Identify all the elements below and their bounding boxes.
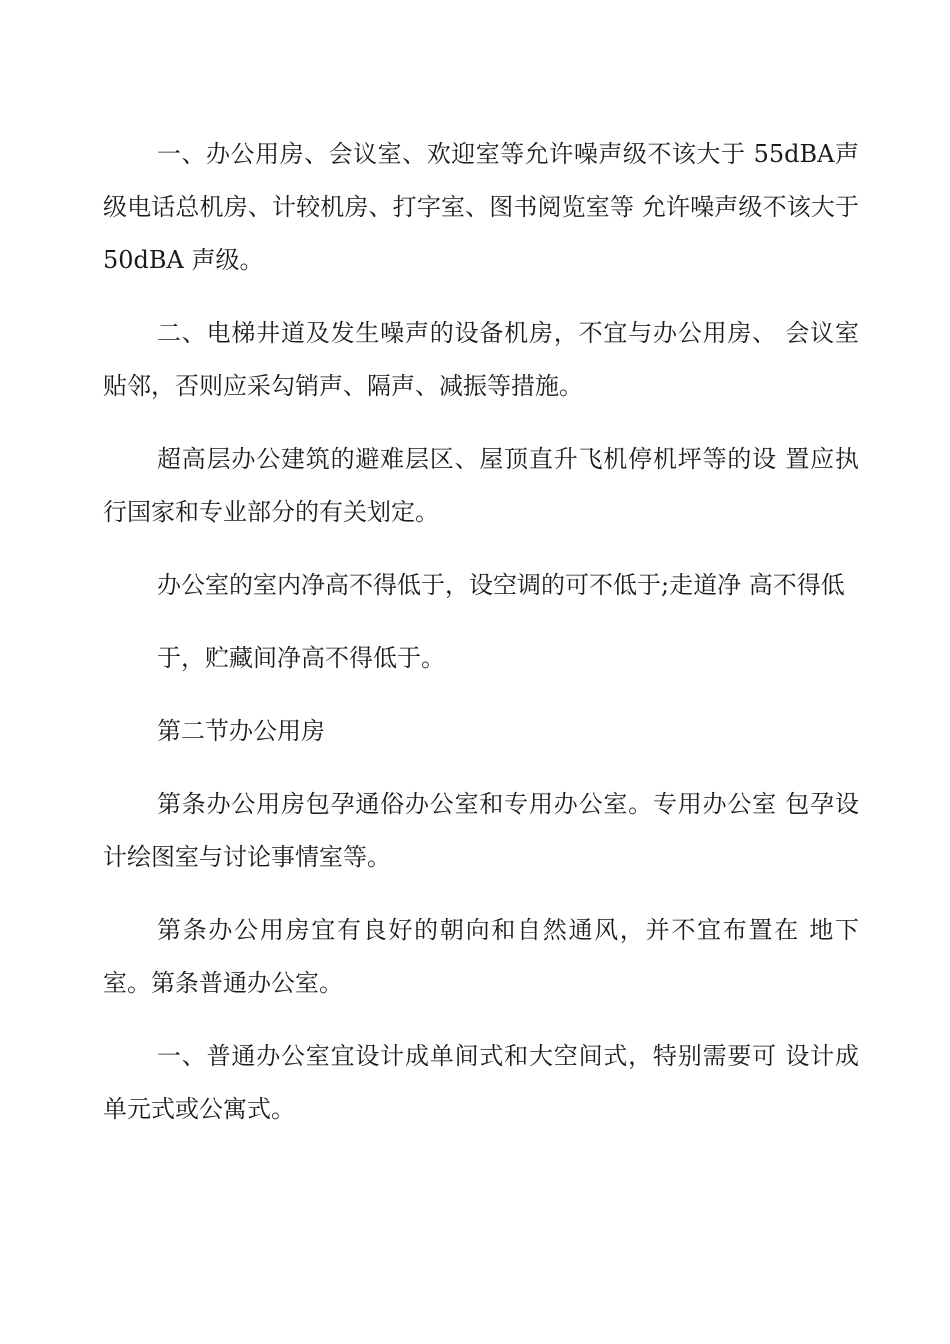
paragraph-office-layout: 一、普通办公室宜设计成单间式和大空间式，特别需要可 设计成单元式或公寓式。	[103, 1042, 859, 1123]
paragraph-ceiling-height: 办公室的室内净高不得低于，设空调的可不低于;走道净 高不得低	[157, 571, 845, 599]
paragraph-office-types: 第条办公用房包孕通俗办公室和专用办公室。专用办公室 包孕设计绘图室与讨论事情室等。	[103, 790, 859, 871]
paragraph-refuge-floor: 超高层办公建筑的避难层区、屋顶直升飞机停机坪等的设 置应执行国家和专业部分的有关划定。	[103, 445, 859, 526]
paragraph-orientation: 第条办公用房宜有良好的朝向和自然通风，并不宜布置在 地下室。第条普通办公室。	[103, 916, 859, 997]
paragraph-elevator-shaft: 二、电梯井道及发生噪声的设备机房，不宜与办公用房、 会议室贴邻，否则应采勾销声、隔声、减振等措施。	[103, 319, 859, 400]
paragraph-storage-height: 于，贮藏间净高不得低于。	[157, 644, 445, 672]
document-body	[103, 128, 859, 1136]
paragraph-noise-levels: 一、办公用房、会议室、欢迎室等允许噪声级不该大于 55dBA声级电话总机房、计较机房、打字室、图书阅览室等 允许噪声级不该大于 50dBA 声级。	[103, 140, 859, 274]
section-heading-office-rooms: 第二节办公用房	[157, 717, 325, 745]
